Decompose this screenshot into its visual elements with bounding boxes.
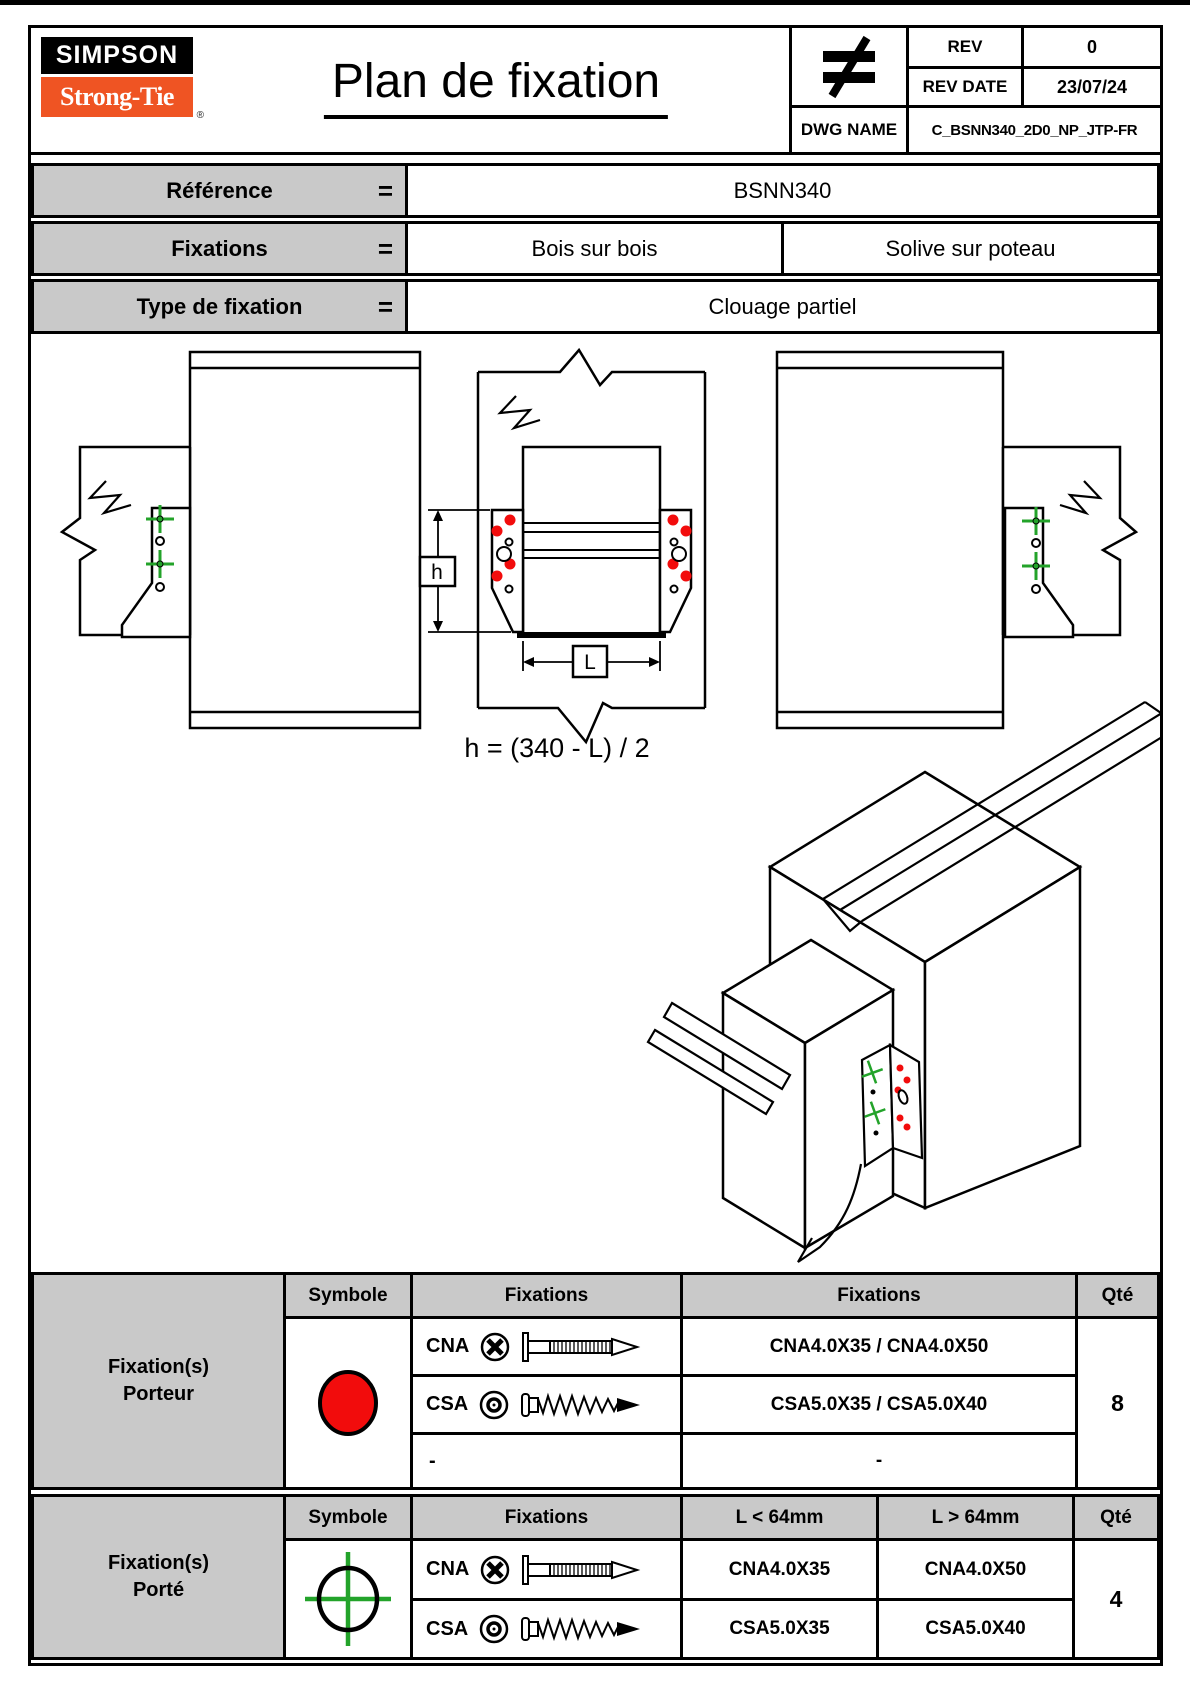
- cna-nail-icon: [521, 1554, 641, 1586]
- revision-block: [789, 28, 1160, 152]
- not-equal-icon: [792, 28, 906, 105]
- porteur-row-label: Fixation(s) Porteur: [34, 1275, 283, 1487]
- page-top-strip: [0, 0, 1190, 5]
- porteur-dash-value: -: [683, 1435, 1075, 1487]
- dwg-name-value: C_BSNN340_2D0_NP_JTP-FR: [909, 108, 1160, 152]
- porte-row-label: Fixation(s) Porté: [34, 1497, 283, 1657]
- column-header-l-more: L > 64mm: [879, 1497, 1072, 1538]
- equals-sign: =: [377, 291, 393, 321]
- rev-date-label: REV DATE: [909, 69, 1021, 105]
- porte-cna-l-less: CNA4.0X35: [683, 1541, 876, 1598]
- fixations-label: Fixations =: [34, 224, 408, 273]
- logo-strongtie-text: Strong-Tie: [41, 77, 193, 117]
- equals-sign: =: [377, 233, 393, 263]
- column-header-symbole: Symbole: [286, 1275, 410, 1316]
- sheet-frame: [28, 25, 1163, 1666]
- porteur-cna-value: CNA4.0X35 / CNA4.0X50: [683, 1319, 1075, 1374]
- dim-l-label: L: [584, 651, 596, 674]
- column-header-fixations: Fixations: [683, 1275, 1075, 1316]
- front-view: [478, 350, 705, 742]
- fixations-value-left: Bois sur bois: [531, 235, 658, 261]
- dim-h-label: h: [431, 561, 443, 584]
- column-header-qty: Qté: [1075, 1497, 1157, 1538]
- left-side-view: [62, 352, 420, 728]
- rev-date-value: 23/07/24: [1024, 69, 1160, 105]
- right-side-view: [777, 352, 1136, 728]
- column-header-l-less: L < 64mm: [683, 1497, 876, 1538]
- title-block: [31, 28, 1160, 155]
- technical-drawing: [31, 338, 1160, 1268]
- table-fixations-porteur: [31, 1272, 1160, 1490]
- column-header-symbole: Symbole: [286, 1497, 410, 1538]
- porteur-symbol-cell: [286, 1319, 410, 1487]
- info-row-reference: [31, 163, 1160, 218]
- porteur-csa-value: CSA5.0X35 / CSA5.0X40: [683, 1377, 1075, 1432]
- simpson-strongtie-logo: [41, 37, 204, 121]
- column-header-fixations: Fixations: [413, 1497, 680, 1538]
- break-symbol: [500, 396, 540, 428]
- csa-screw-head-icon: [478, 1389, 510, 1421]
- height-formula: h = (340 - L) / 2: [464, 733, 650, 763]
- page-title: Plan de fixation: [324, 54, 668, 119]
- porte-cna-l-more: CNA4.0X50: [879, 1541, 1072, 1598]
- csa-screw-icon: [520, 1613, 645, 1645]
- porteur-red-circle-icon: [313, 1366, 383, 1440]
- rev-value: 0: [1024, 28, 1160, 66]
- csa-screw-head-icon: [478, 1613, 510, 1645]
- porte-csa-l-less: CSA5.0X35: [683, 1601, 876, 1657]
- info-row-type: [31, 279, 1160, 334]
- porte-qty: 4: [1075, 1541, 1157, 1657]
- porte-symbol-cell: [286, 1541, 410, 1657]
- cna-nail-head-icon: [479, 1554, 511, 1586]
- porte-crosshair-icon: [300, 1548, 396, 1650]
- fixations-value-right: Solive sur poteau: [781, 224, 1157, 273]
- cna-nail-icon: [521, 1331, 641, 1363]
- porteur-row-cna: CNA: [413, 1319, 680, 1374]
- type-fixation-label: Type de fixation =: [34, 282, 408, 331]
- porteur-row-csa: CSA: [413, 1377, 680, 1432]
- reference-value: BSNN340: [733, 177, 832, 203]
- cna-nail-head-icon: [479, 1331, 511, 1363]
- porteur-qty: 8: [1078, 1319, 1157, 1487]
- type-fixation-value: Clouage partiel: [708, 293, 857, 319]
- porte-row-csa: CSA: [413, 1601, 680, 1657]
- porteur-row-dash: -: [413, 1435, 680, 1487]
- equals-sign: =: [377, 175, 393, 205]
- column-header-qty: Qté: [1078, 1275, 1157, 1316]
- reference-label: Référence =: [34, 166, 408, 215]
- drawing-area: [31, 338, 1160, 1268]
- csa-screw-icon: [520, 1389, 645, 1421]
- iso-3d-view: [648, 702, 1160, 1262]
- dimension-L: [523, 641, 660, 677]
- column-header-fixations: Fixations: [413, 1275, 680, 1316]
- hanger-3d-front-flange: [862, 1045, 893, 1166]
- registered-mark: ®: [196, 110, 204, 121]
- porte-row-cna: CNA: [413, 1541, 680, 1598]
- logo-simpson-text: SIMPSON: [41, 37, 193, 74]
- table-fixations-porte: [31, 1494, 1160, 1660]
- info-row-fixations: [31, 221, 1160, 276]
- rev-label: REV: [909, 28, 1021, 66]
- porte-csa-l-more: CSA5.0X40: [879, 1601, 1072, 1657]
- dwg-name-label: DWG NAME: [792, 108, 906, 152]
